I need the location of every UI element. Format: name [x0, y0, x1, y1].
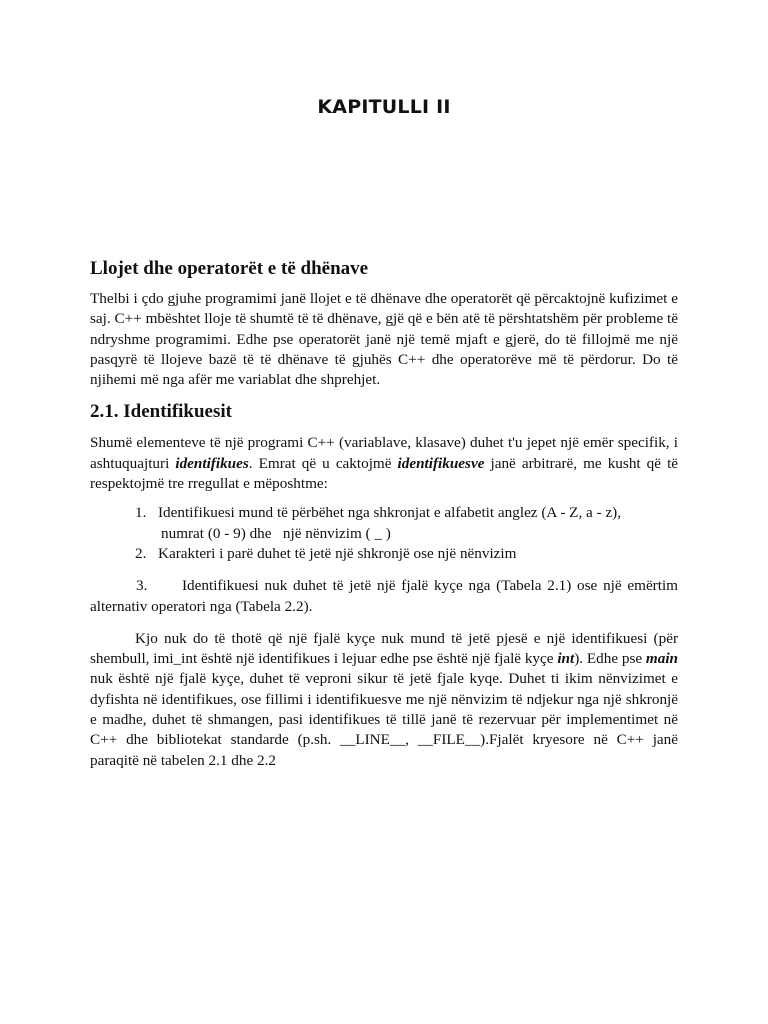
chapter-title: KAPITULLI II — [317, 96, 451, 118]
list-item — [90, 544, 678, 564]
subsection-heading: 2.1. Identifikuesit — [90, 401, 232, 423]
term-identifikuesve: identifikuesve — [397, 454, 485, 472]
list-item-text: Karakteri i parë duhet të jetë një shkronjë ose një nënvizim — [158, 544, 517, 562]
para2-text-3: nuk është një fjalë kyçe, duhet të veproni sikur të jetë fjale kyqe. Duhet ti ikim nënvizimet e dyfishta në identifikues, ose fillimi i identifikuesve me një nënvizim të ndjekur nga një shkronjë e madhe, duhet të shmangen, pasi identifikues të tillë janë të rezervuar për implementimet në C++ dhe bibliotekat standarde (p.sh. __LINE__, __FILE__).Fjalët kryesore në C++ janë paraqitë në tabelen 2.1 dhe 2.2 — [90, 670, 678, 769]
list-item — [90, 503, 678, 523]
intro-text-3: janë arbitrarë, me kusht që të respektojmë tre rregullat e mëposhtme: — [90, 454, 679, 493]
term-identifikues: identifikues — [175, 454, 249, 472]
list-item-continuation-text: numrat (0 - 9) dhe një nënvizim ( _ ) — [161, 524, 391, 542]
content — [90, 258, 678, 771]
para2-text-2: ). Edhe pse — [574, 650, 646, 668]
list-item-text: Identifikuesi mund të përbëhet nga shkronjat e alfabetit anglez (A - Z, a - z), — [158, 504, 622, 522]
rules-list — [90, 503, 678, 564]
explanation-paragraph — [90, 629, 678, 771]
keyword-int: int — [557, 650, 575, 668]
para2-text-1: Kjo nuk do të thotë që një fjalë kyçe nuk mund të jetë pjesë e një identifikuesi (për shembull, imi_int është një identifikues i lejuar edhe pse është një fjalë kyçe — [90, 629, 678, 668]
list-item-continuation — [90, 524, 678, 544]
keyword-main: main — [645, 650, 678, 668]
rule-3-text: Identifikuesi nuk duhet të jetë një fjalë kyçe nga (Tabela 2.1) ose një emërtim alternativ operatori nga (Tabela 2.2). — [90, 577, 678, 615]
intro-paragraph — [90, 433, 678, 494]
list-marker: 1. — [135, 504, 147, 522]
list-marker: 2. — [135, 544, 147, 562]
rule-3-paragraph — [90, 576, 678, 617]
intro-text-2: . Emrat që u caktojmë — [248, 454, 398, 472]
intro-text-1: Shumë elementeve të një programi C++ (variablave, klasave) duhet t'u jepet një emër specifik, i ashtuquajturi — [90, 434, 678, 472]
rule-3-marker: 3. — [136, 577, 148, 595]
section-paragraph: Thelbi i çdo gjuhe programimi janë llojet e të dhënave dhe operatorët që përcaktojnë kufizimet e saj. C++ mbështet lloje të shumtë të të dhënave, gjë që e bën atë të përshtatshëm për probleme të ndryshme programimi. Edhe pse operatorët janë një temë mjaft e gjerë, do të fillojmë me një pasqyrë të llojeve bazë të të dhënave të gjuhës C++ dhe operatorëve më të përdorur. Do të njihemi më nga afër me variablat dhe shprehjet. — [90, 290, 678, 389]
section-heading: Llojet dhe operatorët e të dhënave — [90, 258, 369, 279]
